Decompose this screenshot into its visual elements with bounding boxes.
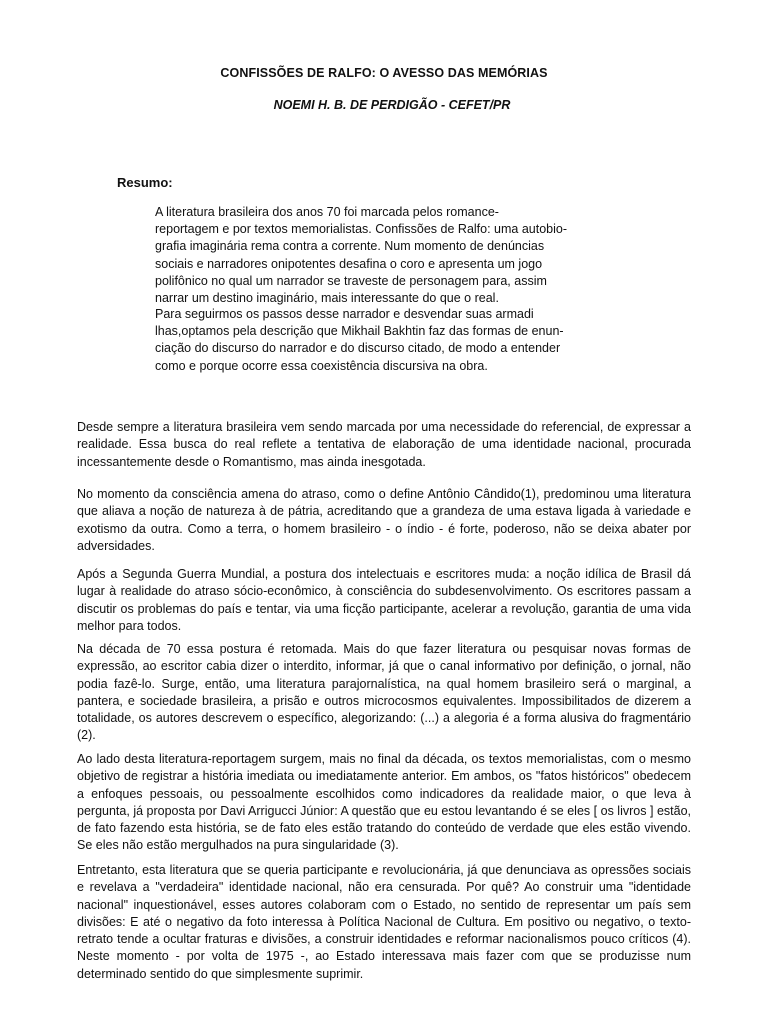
body-paragraph: Desde sempre a literatura brasileira vem sendo marcada por uma necessidade do referencial, de expressar a realidade. Essa busca do real reflete a tentativa de elaboração de uma identidade nacional, procurada incessantemente desde o Romantismo, mas ainda inesgotada. [77,420,691,469]
abstract-line: A literatura brasileira dos anos 70 foi marcada pelos romance- [155,205,499,219]
document-title: CONFISSÕES DE RALFO: O AVESSO DAS MEMÓRIAS [220,66,548,80]
abstract-line: ciação do discurso do narrador e do discurso citado, de modo a entender [155,341,561,356]
abstract-heading: Resumo: [117,175,173,190]
abstract-paragraph-2 [155,306,595,375]
body-paragraph: Ao lado desta literatura-reportagem surgem, mais no final da década, os textos memorialistas, com o mesmo objetivo de registrar a história imediata ou imediatamente anterior. Em ambos, os "fatos históricos" obedecem a enfoques pessoais, ou pessoalmente escolhidos como indicadores da realidade maior, o que leva à pergunta, já proposta por Davi Arrigucci Júnior: A questão que eu estou levantando é se eles [ os livros ] estão, de fato fazendo esta história, se de fato eles estão tratando do conteúdo de verdade que eles estão vivendo. Se eles não estão mergulhados na pura singularidade (3). [77,752,691,853]
abstract-line: polifônico no qual um narrador se traveste de personagem para, assim [155,273,547,288]
abstract-line: narrar um destino imaginário, mais interessante do que o real. [155,291,499,306]
document-author: NOEMI H. B. DE PERDIGÃO - CEFET/PR [273,98,511,112]
body-paragraph: No momento da consciência amena do atraso, como o define Antônio Cândido(1), predominou uma literatura que aliava a noção de natureza à de pátria, acreditando que a grandeza de uma estava ligada à variedade e exotismo da outra. Como a terra, o homem brasileiro - o índio - é forte, poderoso, não se deixa abater por adversidades. [77,487,691,553]
abstract-line: grafia imaginária rema contra a corrente. Num momento de denúncias [155,239,545,254]
body-paragraph: Entretanto, esta literatura que se queria participante e revolucionária, já que denunciava as opressões sociais e revelava a "verdadeira" identidade nacional, não era censurada. Por quê? Ao construir uma "identidade nacional" inquestionável, esses autores colaboram com o Estado, no sentido de representar um país sem divisões: E até o negativo da foto interessa à Política Nacional de Cultura. Em positivo ou negativo, o texto-retrato tende a ocultar fraturas e divisões, a construir identidades e reformar nacionalismos pouco críticos (4). Neste momento - por volta de 1975 -, ao Estado interessava mais fazer com que se produzisse num determinado sentido do que simplesmente suprimir. [77,863,691,981]
abstract-line: reportagem e por textos memorialistas. Confissões de Ralfo: uma autobio- [155,222,567,237]
body-paragraph: Na década de 70 essa postura é retomada. Mais do que fazer literatura ou pesquisar novas formas de expressão, ao escritor cabia dizer o interdito, informar, já que o canal informativo por definição, o jornal, não podia fazê-lo. Surge, então, uma literatura parajornalística, na qual homem brasileiro será o marginal, a pantera, e sociedade brasileira, a prisão e outros microcosmos equivalentes. Impossibilitados de dizerem a totalidade, os autores descrevem o específico, alegorizando: (...) a alegoria é a forma alusiva do fragmentário (2). [77,642,691,743]
abstract-line: sociais e narradores onipotentes desafina o coro e apresenta um jogo [155,256,543,271]
abstract-line: Para seguirmos os passos desse narrador e desvendar suas armadi [155,307,534,321]
abstract-line: lhas,optamos pela descrição que Mikhail Bakhtin faz das formas de enun- [155,324,564,339]
abstract-line: como e porque ocorre essa coexistência discursiva na obra. [155,358,488,373]
body-paragraph: Após a Segunda Guerra Mundial, a postura dos intelectuais e escritores muda: a noção idílica de Brasil dá lugar à realidade do atraso sócio-econômico, à consciência do subdesenvolvimento. Os escritores passam a discutir os problemas do país e tentar, via uma ficção participante, acelerar a revolução, garantia de uma vida melhor para todos. [77,567,691,633]
abstract-paragraph-1 [155,204,595,307]
